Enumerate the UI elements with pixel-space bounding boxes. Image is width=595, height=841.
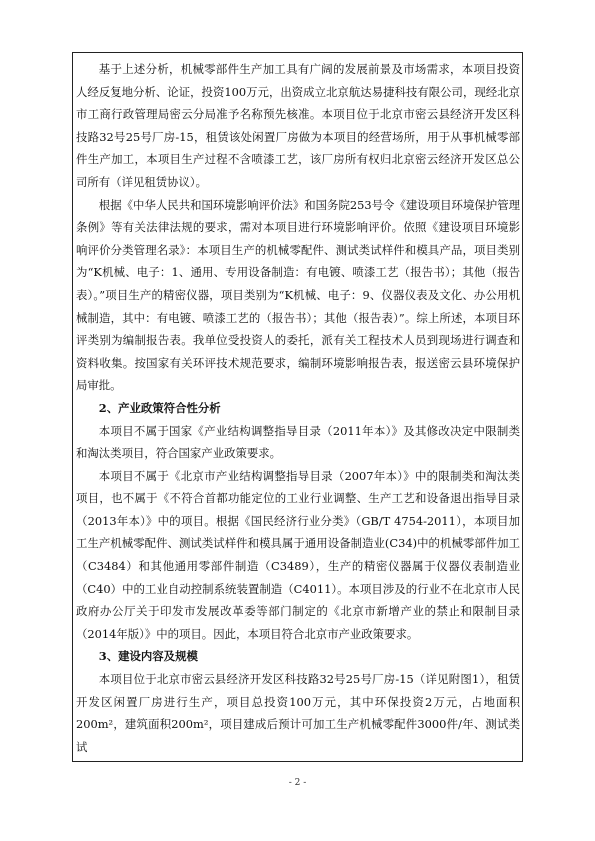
section-2-paragraph-1: 本项目不属于国家《产业结构调整指导目录（2011年本）》及其修改决定中限制类和淘汰类项目，符合国家产业政策要求。 [76, 423, 520, 461]
intro-paragraph-1: 基于上述分析，机械零部件生产加工具有广阔的发展前景及市场需求，本项目投资人经反复地分析、论证，投资100万元，出资成立北京航达易捷科技有限公司，现经北京市工商行政管理局密云分局准予名称预先核准。本项目位于北京市密云县经济开发区科技路32号25号厂房-15，租赁该处闲置厂房做为本项目的经营场所，用于从事机械零部件生产加工，本项目生产过程不含喷漆工艺，该厂房所有权归北京密云经济开发区总公司所有（详见租赁协议）。 [76, 62, 520, 189]
intro-paragraph-2: 根据《中华人民共和国环境影响评价法》和国务院253号令《建设项目环境保护管理条例》等有关法律法规的要求，需对本项目进行环境影响评价。依照《建设项目环境影响评价分类管理名录》：本项目生产的机械零配件、测试类试样件和模具产品，项目类别为“K机械、电子：1、通用、专用设备制造：有电镀、喷漆工艺（报告书）；其他（报告表）。”项目生产的精密仪器，项目类别为“K机械、电子：9、仪器仪表及文化、办公用机械制造，其中：有电镀、喷漆工艺的（报告书）；其他（报告表）”。综上所述，本项目环评类别为编制报告表。我单位受投资人的委托，派有关工程技术人员到现场进行调查和资料收集。按国家有关环评技术规范要求，编制环境影响报告表，报送密云县环境保护局审批。 [76, 197, 520, 393]
section-3-heading: 3、建设内容及规模 [98, 649, 198, 664]
section-3-paragraph-1: 本项目位于北京市密云县经济开发区科技路32号25号厂房-15（详见附图1），租赁开发区闲置厂房进行生产，项目总投资100万元，其中环保投资2万元，占地面积200m²，建筑面积200m²，项目建成后预计可加工生产机械零配件3000件/年、测试类试 [76, 672, 520, 754]
section-2-heading: 2、产业政策符合性分析 [98, 400, 221, 415]
page-number: - 2 - [288, 778, 307, 788]
section-2-paragraph-2: 本项目不属于《北京市产业结构调整指导目录（2007年本）》中的限制类和淘汰类项目，也不属于《不符合首都功能定位的工业行业调整、生产工艺和设备退出指导目录（2013年本）》中的项目。根据《国民经济行业分类》（GB/T 4754-2011），本项目加工生产机械零配件、测试类试样件和模具属于通用设备制造业(C34)中的机械零部件加工（C3484）和其他通用零部件制造（C3489），生产的精密仪器属于仪器仪表制造业（C40）中的工业自动控制系统装置制造（C4011）。本项目涉及的行业不在北京市人民政府办公厅关于印发市发展改革委等部门制定的《北京市新增产业的禁止和限制目录（2014年版）》中的项目。因此，本项目符合北京市产业政策要求。 [76, 468, 520, 641]
document-body [76, 58, 520, 758]
